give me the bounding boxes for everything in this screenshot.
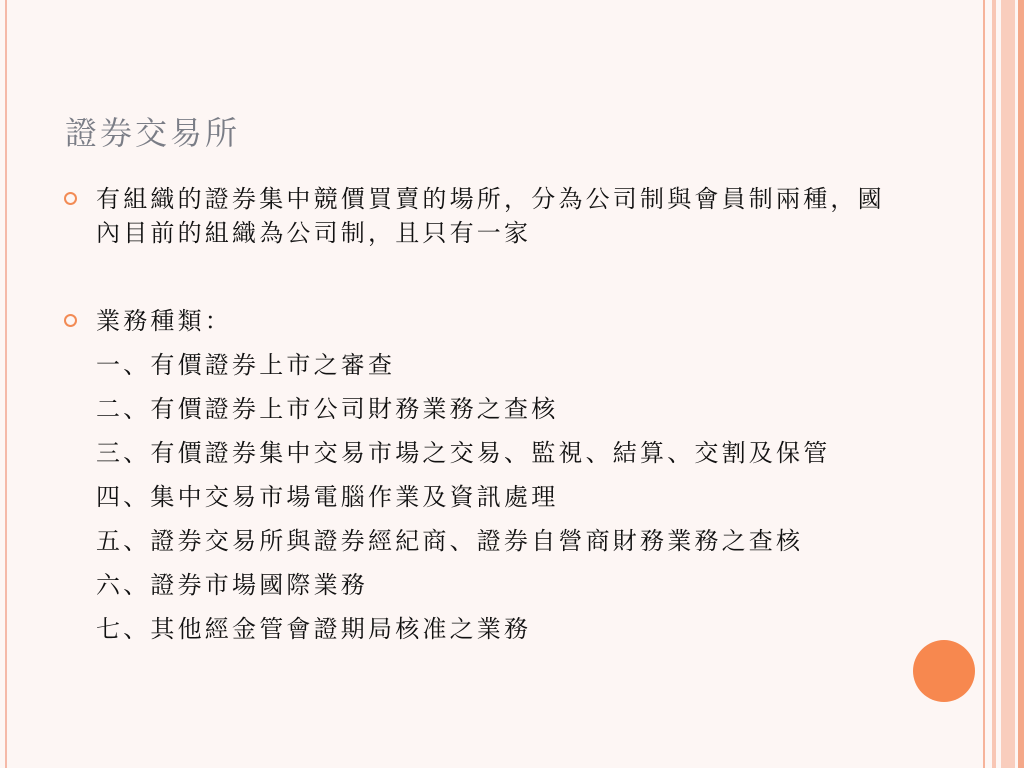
- bullet-item-1: [60, 182, 890, 250]
- decorative-orange-circle: [913, 640, 975, 702]
- list-item: 二、有價證券上市公司財務業務之查核: [96, 395, 559, 423]
- list-item: 七、其他經金管會證期局核准之業務: [96, 615, 532, 643]
- left-border-line: [5, 0, 7, 768]
- bullet-text: 業務種類：: [96, 307, 232, 335]
- stripe: [1018, 0, 1024, 768]
- list-item: 六、證券市場國際業務: [96, 571, 368, 599]
- list-item: 三、有價證券集中交易市場之交易、監視、結算、交割及保管: [96, 439, 831, 467]
- right-decorative-stripes: [976, 0, 1024, 768]
- bullet-circle-icon: [64, 192, 77, 205]
- bullet-circle-icon: [64, 314, 77, 327]
- spacer: [60, 250, 890, 304]
- slide-title: 證券交易所: [65, 114, 241, 152]
- stripe: [983, 0, 985, 768]
- stripe: [992, 0, 996, 768]
- list-item: 一、有價證券上市之審查: [96, 351, 396, 379]
- list-item: 四、集中交易市場電腦作業及資訊處理: [96, 483, 559, 511]
- list-item: 五、證券交易所與證券經紀商、證券自營商財務業務之查核: [96, 527, 804, 555]
- bullet-text: 有組織的證券集中競價買賣的場所，分為公司制與會員制兩種，國內目前的組織為公司制，且只有一家: [96, 185, 885, 247]
- slide-body: [60, 182, 890, 646]
- stripe: [1001, 0, 1015, 768]
- bullet-item-2: [60, 304, 890, 338]
